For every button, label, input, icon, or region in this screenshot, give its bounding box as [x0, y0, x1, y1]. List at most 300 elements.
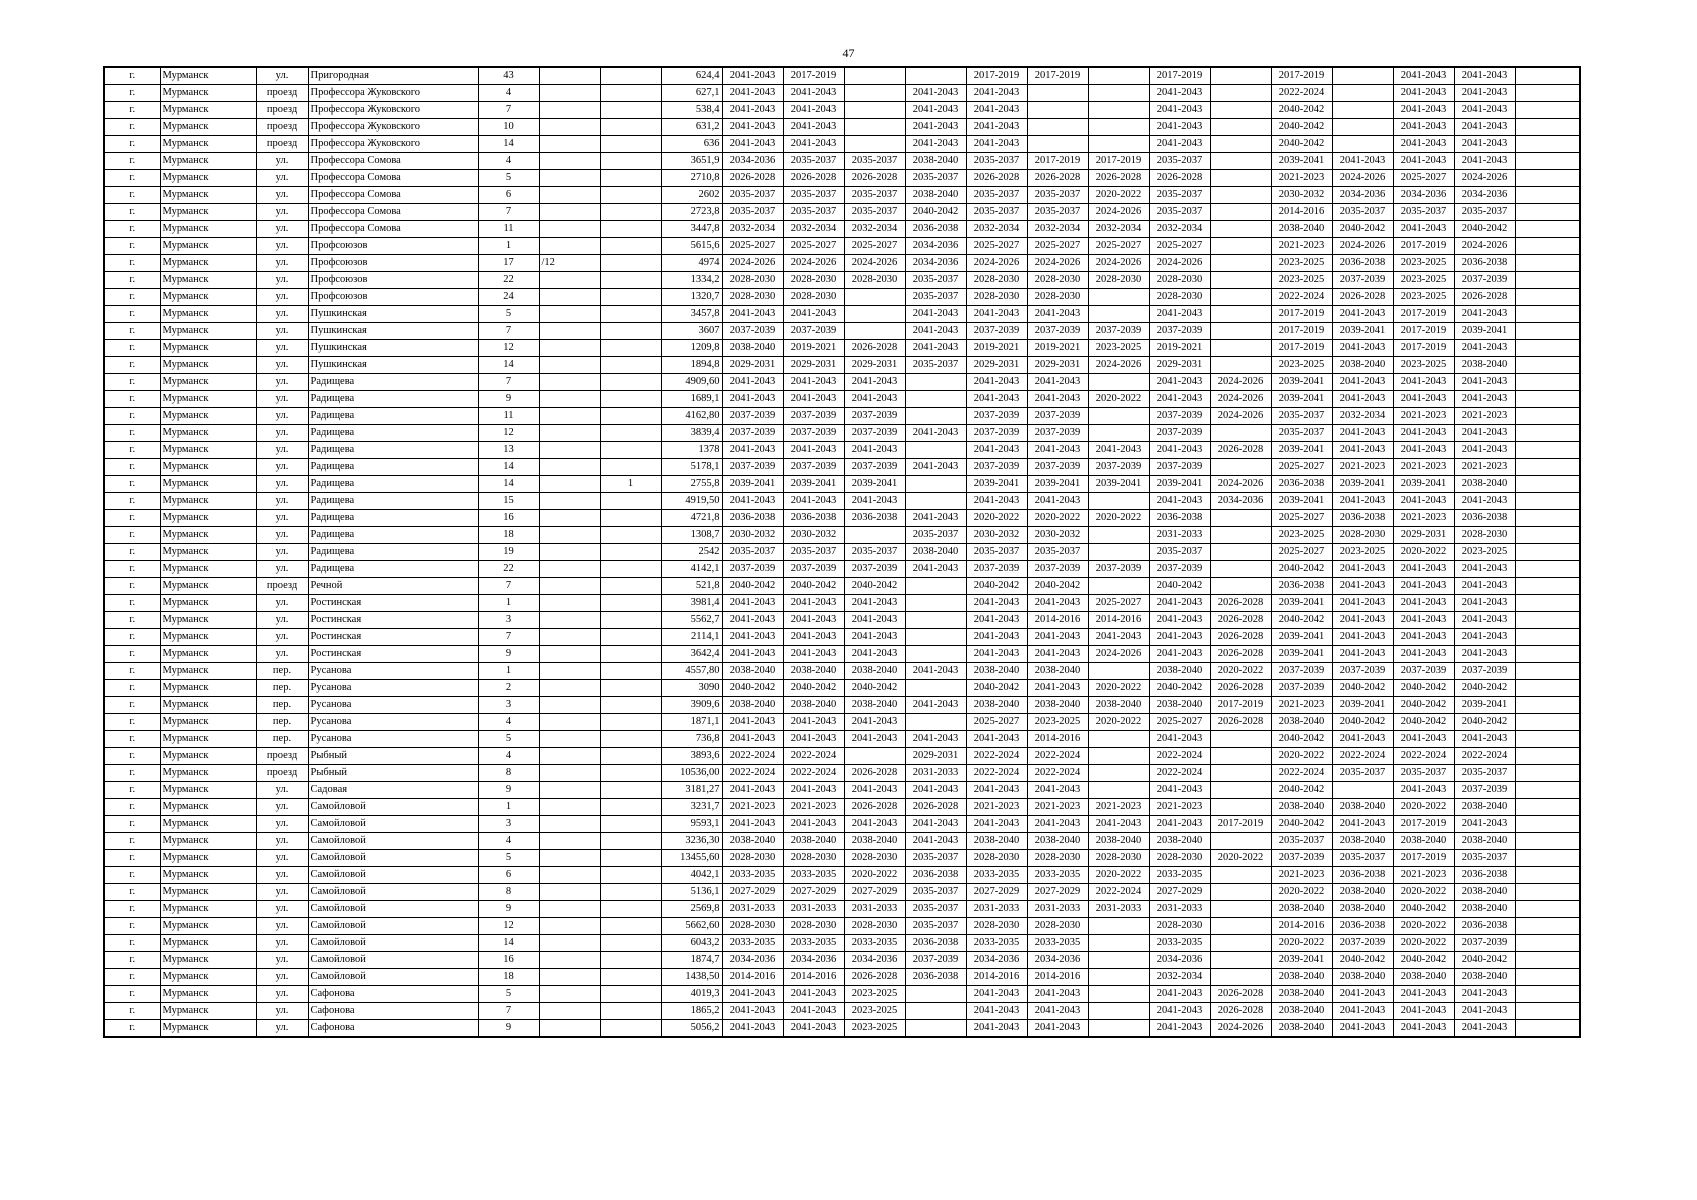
- cell-building: [539, 697, 600, 714]
- cell-period-13: 2041-2043: [1454, 1020, 1515, 1038]
- cell-period-8: 2022-2024: [1149, 765, 1210, 782]
- cell-house-number: 9: [478, 782, 539, 799]
- cell-period-10: 2021-2023: [1271, 170, 1332, 187]
- cell-period-5: 2037-2039: [966, 459, 1027, 476]
- cell-period-8: 2040-2042: [1149, 578, 1210, 595]
- table-body: [104, 67, 1580, 1037]
- cell-city-type: г.: [104, 476, 160, 493]
- cell-city-type: г.: [104, 714, 160, 731]
- cell-block: [600, 119, 661, 136]
- cell-period-12: 2041-2043: [1393, 102, 1454, 119]
- cell-period-2: 2035-2037: [783, 187, 844, 204]
- cell-extra: [1515, 493, 1580, 510]
- cell-period-5: 2035-2037: [966, 153, 1027, 170]
- cell-house-number: 3: [478, 612, 539, 629]
- cell-period-13: 2040-2042: [1454, 952, 1515, 969]
- cell-area: 1894,8: [661, 357, 722, 374]
- cell-period-11: 2041-2043: [1332, 816, 1393, 833]
- cell-building: [539, 918, 600, 935]
- cell-street: Профессора Жуковского: [308, 102, 478, 119]
- cell-period-7: 2024-2026: [1088, 357, 1149, 374]
- cell-period-2: 2038-2040: [783, 697, 844, 714]
- cell-street-type: ул.: [256, 544, 308, 561]
- cell-area: 3839,4: [661, 425, 722, 442]
- cell-period-4: [905, 391, 966, 408]
- cell-period-7: [1088, 67, 1149, 85]
- table-row: [104, 459, 1580, 476]
- cell-area: 3181,27: [661, 782, 722, 799]
- cell-period-3: 2037-2039: [844, 459, 905, 476]
- cell-area: 3642,4: [661, 646, 722, 663]
- cell-extra: [1515, 561, 1580, 578]
- cell-period-6: 2033-2035: [1027, 867, 1088, 884]
- cell-city-type: г.: [104, 204, 160, 221]
- cell-street: Самойловой: [308, 850, 478, 867]
- cell-period-4: 2026-2028: [905, 799, 966, 816]
- cell-building: [539, 408, 600, 425]
- cell-house-number: 18: [478, 969, 539, 986]
- cell-period-9: 2024-2026: [1210, 408, 1271, 425]
- cell-house-number: 17: [478, 255, 539, 272]
- cell-block: [600, 867, 661, 884]
- cell-period-5: 2038-2040: [966, 697, 1027, 714]
- cell-period-9: 2026-2028: [1210, 1003, 1271, 1020]
- cell-period-4: [905, 1003, 966, 1020]
- cell-period-11: 2035-2037: [1332, 850, 1393, 867]
- cell-street: Самойловой: [308, 901, 478, 918]
- cell-period-8: 2035-2037: [1149, 187, 1210, 204]
- cell-street: Самойловой: [308, 952, 478, 969]
- cell-period-13: 2038-2040: [1454, 357, 1515, 374]
- cell-block: [600, 697, 661, 714]
- cell-street-type: проезд: [256, 578, 308, 595]
- cell-period-10: 2039-2041: [1271, 153, 1332, 170]
- cell-period-9: [1210, 153, 1271, 170]
- cell-area: 3607: [661, 323, 722, 340]
- cell-period-6: 2021-2023: [1027, 799, 1088, 816]
- cell-period-7: [1088, 952, 1149, 969]
- cell-period-13: 2021-2023: [1454, 408, 1515, 425]
- cell-house-number: 14: [478, 935, 539, 952]
- cell-period-11: [1332, 67, 1393, 85]
- cell-period-12: 2017-2019: [1393, 238, 1454, 255]
- table-row: [104, 357, 1580, 374]
- cell-block: [600, 952, 661, 969]
- cell-period-5: 2031-2033: [966, 901, 1027, 918]
- cell-period-4: [905, 408, 966, 425]
- cell-period-10: 2038-2040: [1271, 714, 1332, 731]
- cell-period-6: 2025-2027: [1027, 238, 1088, 255]
- cell-period-5: 2041-2043: [966, 1020, 1027, 1038]
- cell-period-10: 2021-2023: [1271, 867, 1332, 884]
- table-row: [104, 306, 1580, 323]
- cell-city-type: г.: [104, 884, 160, 901]
- cell-period-7: [1088, 578, 1149, 595]
- cell-period-1: 2037-2039: [722, 323, 783, 340]
- cell-period-3: 2026-2028: [844, 799, 905, 816]
- cell-period-6: 2028-2030: [1027, 918, 1088, 935]
- cell-period-8: 2028-2030: [1149, 850, 1210, 867]
- cell-period-5: 2029-2031: [966, 357, 1027, 374]
- cell-period-2: 2030-2032: [783, 527, 844, 544]
- cell-city-type: г.: [104, 833, 160, 850]
- cell-period-1: 2028-2030: [722, 289, 783, 306]
- cell-house-number: 3: [478, 697, 539, 714]
- cell-period-5: 2037-2039: [966, 561, 1027, 578]
- cell-period-12: 2017-2019: [1393, 816, 1454, 833]
- cell-period-4: 2041-2043: [905, 731, 966, 748]
- cell-area: 4909,60: [661, 374, 722, 391]
- cell-period-7: [1088, 119, 1149, 136]
- cell-street: Ростинская: [308, 612, 478, 629]
- cell-city: Мурманск: [160, 595, 256, 612]
- cell-period-8: 2026-2028: [1149, 170, 1210, 187]
- cell-period-6: [1027, 102, 1088, 119]
- cell-building: [539, 629, 600, 646]
- cell-period-4: 2029-2031: [905, 748, 966, 765]
- cell-period-1: 2033-2035: [722, 867, 783, 884]
- cell-street: Ростинская: [308, 646, 478, 663]
- cell-house-number: 19: [478, 544, 539, 561]
- cell-period-9: 2034-2036: [1210, 493, 1271, 510]
- cell-period-3: [844, 119, 905, 136]
- cell-area: 3236,30: [661, 833, 722, 850]
- cell-period-8: 2035-2037: [1149, 544, 1210, 561]
- cell-house-number: 7: [478, 1003, 539, 1020]
- cell-period-6: 2037-2039: [1027, 425, 1088, 442]
- cell-extra: [1515, 340, 1580, 357]
- cell-period-13: 2041-2043: [1454, 374, 1515, 391]
- cell-period-10: 2040-2042: [1271, 816, 1332, 833]
- cell-extra: [1515, 136, 1580, 153]
- cell-period-12: 2029-2031: [1393, 527, 1454, 544]
- cell-period-6: 2041-2043: [1027, 374, 1088, 391]
- cell-period-3: 2038-2040: [844, 697, 905, 714]
- cell-house-number: 15: [478, 493, 539, 510]
- cell-period-5: 2025-2027: [966, 238, 1027, 255]
- cell-house-number: 6: [478, 187, 539, 204]
- cell-house-number: 7: [478, 578, 539, 595]
- cell-period-7: [1088, 782, 1149, 799]
- cell-city-type: г.: [104, 221, 160, 238]
- cell-city-type: г.: [104, 170, 160, 187]
- cell-period-6: 2035-2037: [1027, 544, 1088, 561]
- cell-period-8: 2029-2031: [1149, 357, 1210, 374]
- cell-area: 5562,7: [661, 612, 722, 629]
- cell-street-type: пер.: [256, 714, 308, 731]
- cell-period-12: 2021-2023: [1393, 459, 1454, 476]
- cell-area: 4721,8: [661, 510, 722, 527]
- cell-street-type: проезд: [256, 85, 308, 102]
- cell-city: Мурманск: [160, 272, 256, 289]
- cell-period-6: 2028-2030: [1027, 289, 1088, 306]
- cell-house-number: 1: [478, 663, 539, 680]
- cell-street-type: пер.: [256, 663, 308, 680]
- cell-block: 1: [600, 476, 661, 493]
- cell-period-3: 2041-2043: [844, 391, 905, 408]
- cell-building: [539, 391, 600, 408]
- cell-period-10: 2020-2022: [1271, 884, 1332, 901]
- table-row: [104, 67, 1580, 85]
- cell-period-13: 2035-2037: [1454, 850, 1515, 867]
- cell-building: [539, 782, 600, 799]
- cell-period-4: 2041-2043: [905, 782, 966, 799]
- table-row: [104, 986, 1580, 1003]
- cell-period-8: 2041-2043: [1149, 986, 1210, 1003]
- cell-period-11: 2041-2043: [1332, 340, 1393, 357]
- cell-city-type: г.: [104, 935, 160, 952]
- cell-area: 3909,6: [661, 697, 722, 714]
- cell-period-11: 2041-2043: [1332, 306, 1393, 323]
- cell-street: Профессора Жуковского: [308, 119, 478, 136]
- cell-period-10: 2017-2019: [1271, 306, 1332, 323]
- cell-street: Самойловой: [308, 969, 478, 986]
- cell-period-5: 2033-2035: [966, 935, 1027, 952]
- cell-street: Русанова: [308, 663, 478, 680]
- cell-city: Мурманск: [160, 714, 256, 731]
- cell-period-8: 2017-2019: [1149, 67, 1210, 85]
- cell-city: Мурманск: [160, 748, 256, 765]
- cell-period-3: 2027-2029: [844, 884, 905, 901]
- cell-period-2: 2037-2039: [783, 425, 844, 442]
- cell-city: Мурманск: [160, 544, 256, 561]
- cell-city-type: г.: [104, 102, 160, 119]
- cell-block: [600, 255, 661, 272]
- cell-street-type: ул.: [256, 833, 308, 850]
- cell-period-7: [1088, 765, 1149, 782]
- cell-street: Самойловой: [308, 884, 478, 901]
- cell-period-12: 2021-2023: [1393, 867, 1454, 884]
- cell-period-7: [1088, 306, 1149, 323]
- cell-block: [600, 391, 661, 408]
- cell-period-5: 2037-2039: [966, 323, 1027, 340]
- cell-period-6: 2039-2041: [1027, 476, 1088, 493]
- cell-period-12: 2041-2043: [1393, 629, 1454, 646]
- cell-period-13: 2041-2043: [1454, 85, 1515, 102]
- cell-block: [600, 221, 661, 238]
- cell-period-10: 2023-2025: [1271, 272, 1332, 289]
- cell-period-8: 2041-2043: [1149, 782, 1210, 799]
- cell-area: 4162,80: [661, 408, 722, 425]
- cell-period-12: 2021-2023: [1393, 510, 1454, 527]
- cell-period-13: 2041-2043: [1454, 340, 1515, 357]
- cell-building: [539, 442, 600, 459]
- cell-period-7: [1088, 935, 1149, 952]
- cell-period-4: 2041-2043: [905, 119, 966, 136]
- cell-street-type: ул.: [256, 67, 308, 85]
- cell-period-13: 2035-2037: [1454, 204, 1515, 221]
- cell-period-8: 2039-2041: [1149, 476, 1210, 493]
- cell-period-5: 2034-2036: [966, 952, 1027, 969]
- cell-street-type: ул.: [256, 289, 308, 306]
- cell-building: [539, 816, 600, 833]
- cell-period-13: 2041-2043: [1454, 119, 1515, 136]
- table-row: [104, 578, 1580, 595]
- cell-area: 10536,00: [661, 765, 722, 782]
- cell-block: [600, 85, 661, 102]
- cell-period-4: 2035-2037: [905, 850, 966, 867]
- table-row: [104, 867, 1580, 884]
- cell-city: Мурманск: [160, 799, 256, 816]
- cell-city-type: г.: [104, 459, 160, 476]
- cell-street-type: ул.: [256, 408, 308, 425]
- cell-city: Мурманск: [160, 918, 256, 935]
- cell-period-8: 2041-2043: [1149, 731, 1210, 748]
- cell-extra: [1515, 952, 1580, 969]
- cell-period-11: 2041-2043: [1332, 1003, 1393, 1020]
- cell-period-10: 2014-2016: [1271, 204, 1332, 221]
- cell-period-7: 2037-2039: [1088, 561, 1149, 578]
- cell-period-4: [905, 374, 966, 391]
- cell-period-3: 2032-2034: [844, 221, 905, 238]
- cell-street-type: ул.: [256, 170, 308, 187]
- cell-street: Самойловой: [308, 816, 478, 833]
- cell-city: Мурманск: [160, 867, 256, 884]
- cell-city-type: г.: [104, 442, 160, 459]
- cell-period-8: 2041-2043: [1149, 629, 1210, 646]
- cell-period-12: 2023-2025: [1393, 357, 1454, 374]
- cell-period-1: 2041-2043: [722, 816, 783, 833]
- cell-period-8: 2037-2039: [1149, 425, 1210, 442]
- cell-period-4: [905, 476, 966, 493]
- cell-street: Радищева: [308, 527, 478, 544]
- cell-period-10: 2040-2042: [1271, 561, 1332, 578]
- cell-period-2: 2028-2030: [783, 918, 844, 935]
- cell-period-6: 2037-2039: [1027, 408, 1088, 425]
- cell-street: Сафонова: [308, 1020, 478, 1038]
- cell-period-7: 2026-2028: [1088, 170, 1149, 187]
- cell-period-9: [1210, 306, 1271, 323]
- cell-street: Профессора Сомова: [308, 221, 478, 238]
- cell-period-4: 2041-2043: [905, 323, 966, 340]
- cell-period-9: 2024-2026: [1210, 391, 1271, 408]
- cell-period-10: 2040-2042: [1271, 782, 1332, 799]
- cell-street-type: ул.: [256, 459, 308, 476]
- cell-building: [539, 476, 600, 493]
- cell-period-7: 2039-2041: [1088, 476, 1149, 493]
- cell-period-4: [905, 493, 966, 510]
- cell-period-11: 2041-2043: [1332, 578, 1393, 595]
- cell-period-8: 2041-2043: [1149, 85, 1210, 102]
- cell-period-12: 2041-2043: [1393, 391, 1454, 408]
- table-row: [104, 204, 1580, 221]
- cell-period-1: 2024-2026: [722, 255, 783, 272]
- cell-period-6: 2028-2030: [1027, 272, 1088, 289]
- cell-period-8: 2031-2033: [1149, 527, 1210, 544]
- cell-street: Профсоюзов: [308, 238, 478, 255]
- cell-period-2: 2041-2043: [783, 306, 844, 323]
- cell-period-7: 2037-2039: [1088, 459, 1149, 476]
- cell-period-6: 2017-2019: [1027, 153, 1088, 170]
- cell-period-1: 2029-2031: [722, 357, 783, 374]
- cell-street-type: ул.: [256, 1020, 308, 1038]
- cell-building: [539, 595, 600, 612]
- cell-street-type: пер.: [256, 697, 308, 714]
- cell-street-type: ул.: [256, 306, 308, 323]
- cell-period-10: 2036-2038: [1271, 578, 1332, 595]
- cell-period-12: 2025-2027: [1393, 170, 1454, 187]
- table-row: [104, 697, 1580, 714]
- cell-street-type: ул.: [256, 969, 308, 986]
- cell-street-type: ул.: [256, 1003, 308, 1020]
- cell-period-4: 2036-2038: [905, 935, 966, 952]
- cell-period-2: 2036-2038: [783, 510, 844, 527]
- cell-period-11: 2041-2043: [1332, 612, 1393, 629]
- cell-city: Мурманск: [160, 935, 256, 952]
- cell-period-1: 2041-2043: [722, 102, 783, 119]
- cell-extra: [1515, 85, 1580, 102]
- cell-period-13: 2021-2023: [1454, 459, 1515, 476]
- cell-extra: [1515, 153, 1580, 170]
- cell-house-number: 5: [478, 306, 539, 323]
- cell-period-10: 2038-2040: [1271, 986, 1332, 1003]
- cell-street: Радищева: [308, 510, 478, 527]
- cell-period-11: [1332, 119, 1393, 136]
- cell-period-3: 2037-2039: [844, 408, 905, 425]
- cell-period-4: 2036-2038: [905, 969, 966, 986]
- cell-period-11: 2024-2026: [1332, 170, 1393, 187]
- cell-period-4: 2035-2037: [905, 357, 966, 374]
- cell-period-10: 2037-2039: [1271, 663, 1332, 680]
- cell-area: 736,8: [661, 731, 722, 748]
- cell-period-9: [1210, 527, 1271, 544]
- cell-period-8: 2041-2043: [1149, 391, 1210, 408]
- cell-city: Мурманск: [160, 510, 256, 527]
- cell-street-type: ул.: [256, 850, 308, 867]
- cell-period-10: 2040-2042: [1271, 612, 1332, 629]
- cell-period-13: 2038-2040: [1454, 476, 1515, 493]
- cell-period-10: 2038-2040: [1271, 1003, 1332, 1020]
- cell-period-1: 2040-2042: [722, 578, 783, 595]
- cell-period-7: 2024-2026: [1088, 646, 1149, 663]
- cell-period-3: 2035-2037: [844, 153, 905, 170]
- cell-city: Мурманск: [160, 442, 256, 459]
- cell-period-5: 2041-2043: [966, 595, 1027, 612]
- cell-extra: [1515, 510, 1580, 527]
- cell-period-5: 2038-2040: [966, 833, 1027, 850]
- cell-street: Русанова: [308, 731, 478, 748]
- cell-house-number: 4: [478, 85, 539, 102]
- cell-period-13: 2038-2040: [1454, 884, 1515, 901]
- cell-period-13: 2023-2025: [1454, 544, 1515, 561]
- cell-period-12: 2017-2019: [1393, 850, 1454, 867]
- cell-period-8: 2041-2043: [1149, 306, 1210, 323]
- cell-street: Пригородная: [308, 67, 478, 85]
- cell-period-13: 2036-2038: [1454, 510, 1515, 527]
- cell-period-9: 2026-2028: [1210, 986, 1271, 1003]
- cell-building: [539, 714, 600, 731]
- cell-extra: [1515, 391, 1580, 408]
- cell-period-7: 2020-2022: [1088, 510, 1149, 527]
- cell-period-13: 2041-2043: [1454, 731, 1515, 748]
- cell-house-number: 1: [478, 595, 539, 612]
- cell-building: [539, 187, 600, 204]
- cell-period-6: 2035-2037: [1027, 204, 1088, 221]
- cell-period-2: 2041-2043: [783, 493, 844, 510]
- cell-period-11: 2035-2037: [1332, 765, 1393, 782]
- cell-period-10: 2025-2027: [1271, 510, 1332, 527]
- cell-period-6: 2041-2043: [1027, 782, 1088, 799]
- cell-house-number: 7: [478, 204, 539, 221]
- cell-period-12: 2041-2043: [1393, 442, 1454, 459]
- cell-period-9: [1210, 255, 1271, 272]
- cell-period-10: 2023-2025: [1271, 255, 1332, 272]
- cell-area: 4042,1: [661, 867, 722, 884]
- cell-extra: [1515, 119, 1580, 136]
- cell-period-4: 2035-2037: [905, 918, 966, 935]
- cell-period-2: 2033-2035: [783, 935, 844, 952]
- cell-period-4: [905, 714, 966, 731]
